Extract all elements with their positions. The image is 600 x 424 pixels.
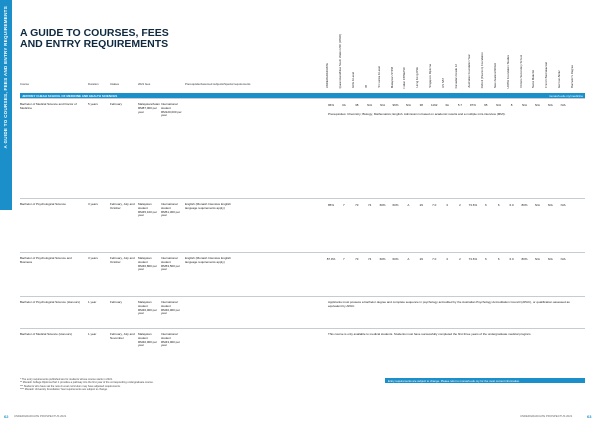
column-header-duration: Duration xyxy=(88,82,99,86)
score-cell: 6.0 xyxy=(509,203,514,207)
score-cell: 95 xyxy=(484,103,488,107)
footnote: **** Monash University Foundation Year requirements are subject to change. xyxy=(20,387,108,391)
course-intakes: February xyxy=(110,300,123,304)
score-cell: 80% xyxy=(521,203,528,207)
score-cell: A xyxy=(407,257,410,261)
score-cell: 1162 xyxy=(430,103,438,107)
score-cell: 3 xyxy=(446,203,448,207)
course-name: Bachelor of Psychological Science and Business xyxy=(20,256,72,264)
score-cell: 97% xyxy=(469,103,476,107)
score-column-header: New Zealand NCEA xyxy=(492,62,497,88)
score-cell: 60% xyxy=(379,203,386,207)
footnote: *** Students who have sat the new A Level curriculum may have adjusted requirements. xyxy=(20,384,121,388)
score-column-header: US SAT xyxy=(441,78,446,88)
score-column-header: GCE A Level xyxy=(350,72,355,88)
footnotes xyxy=(20,378,340,391)
score-column-header: Indian CBSE/ISC xyxy=(402,66,407,88)
course-duration: 1 year xyxy=(88,332,97,336)
footer-notice: Entry requirements are subject to change. Please refer to monash.edu.my for the most current information. xyxy=(388,378,520,383)
section-title: JEFFREY CHEAH SCHOOL OF MEDICINE AND HEALTH SCIENCES xyxy=(22,93,118,98)
score-cell: 7.0 xyxy=(432,203,437,207)
course-prereq: English (Monash Intensive English language requirements apply) xyxy=(185,202,231,210)
course-fees-local: Malaysian student RM46,800 per year xyxy=(138,256,158,272)
footer-notice-bar xyxy=(385,378,585,383)
course-duration: 3 years xyxy=(88,202,98,206)
score-column-header: Hong Kong DSE xyxy=(415,67,420,88)
score-column-header: UNSW Foundation Studies xyxy=(505,54,510,88)
page-number-left: 62 xyxy=(4,414,9,419)
score-cell: 5.7 xyxy=(457,103,463,107)
table-row xyxy=(20,98,585,198)
course-duration: 1 year xyxy=(88,300,97,304)
score-cell: 6 xyxy=(497,203,500,207)
page-number-right: 63 xyxy=(587,414,592,419)
score-column-header: UNDERGRADUATE xyxy=(325,62,329,88)
score-cell: N/A xyxy=(547,203,553,207)
score-column-header: Malaysian STPM xyxy=(389,66,394,88)
score-cell: N/A xyxy=(496,103,502,107)
course-notes: Applicants must possess a bachelor degree and complete sequence in psychology accredited by the Australian Psychology Accreditation Council (APAC), or qualification assessed as equivalent by APAC. xyxy=(328,300,570,308)
course-fees-local: Malaysian student RM45,100 per year xyxy=(138,202,158,218)
score-cell: 3A xyxy=(342,103,346,107)
score-column-header: IB xyxy=(363,85,368,88)
score-cell: 7 xyxy=(343,257,345,261)
score-cell: 6 xyxy=(484,257,487,261)
score-cell: 74 xyxy=(368,257,372,261)
score-cell: 96% xyxy=(327,103,334,107)
score-cell: 8 xyxy=(510,103,513,107)
course-duration: 5 years xyxy=(88,102,98,106)
score-cell: 73.6% xyxy=(468,257,478,261)
score-column-header: Canadian Grade 12 xyxy=(454,63,458,88)
score-cell: N/A xyxy=(547,103,553,107)
score-cell: N/A xyxy=(405,103,411,107)
column-header-intakes: Intakes xyxy=(110,82,120,86)
score-column-header: Australian Foundation Year xyxy=(466,54,471,88)
column-header-prereq: Prerequisite/Assumed subjects/Special requirements xyxy=(185,82,251,86)
score-cell: 73 xyxy=(355,203,359,207)
column-header-course: Course xyxy=(20,82,30,86)
course-notes: Prerequisites: Chemistry; Biology; Mathematics; English. Admission is based on academic results and a multiple mini-interview (MMI). xyxy=(328,112,506,116)
score-cell: 6 xyxy=(484,203,487,207)
footnote: * The entry requirements published are for students whose course starts in 2021. xyxy=(20,378,113,381)
score-cell: 6 xyxy=(497,257,500,261)
course-duration: 3 years xyxy=(88,256,98,260)
score-cell: 3 xyxy=(446,257,448,261)
course-fees-intl: International student RM53,500 per year xyxy=(161,256,181,272)
score-cell: 6.0 xyxy=(509,257,514,261)
side-tab xyxy=(0,0,12,210)
page-title: A GUIDE TO COURSES, FEES AND ENTRY REQUIREMENTS xyxy=(20,27,169,50)
score-column-header: Oxford (Pearson) Foundation xyxy=(479,51,484,88)
score-cell: 29 xyxy=(419,203,423,207)
table-row xyxy=(20,328,585,374)
score-cell: 60% xyxy=(379,257,386,261)
score-column-header: German Abitur xyxy=(557,69,562,88)
table-row xyxy=(20,252,585,296)
course-intakes: February, July and October xyxy=(110,256,135,264)
score-cell: 38 xyxy=(419,103,423,107)
score-cell: 85% xyxy=(327,203,334,207)
course-name: Bachelor of Psychological Science xyxy=(20,202,66,206)
footnote: ** Monash College Diploma Part 1 provides a pathway into the first year of the corresponding undergraduate course. xyxy=(20,381,154,385)
course-name: Bachelor of Psychological Science (Honours) xyxy=(20,300,81,304)
table-row xyxy=(20,198,585,252)
score-column-header: Queensland/New South Wales HSC (ATAR) xyxy=(337,33,342,88)
score-cell: N/A xyxy=(534,103,540,107)
score-column-header: French Baccalauréat xyxy=(544,62,549,88)
score-cell: N/A xyxy=(547,257,553,261)
score-cell: 3A xyxy=(445,103,449,107)
score-cell: N/A xyxy=(367,103,373,107)
score-cell: 96% xyxy=(392,103,399,107)
column-header-fees: 2021 fees xyxy=(138,82,151,86)
footer-title-left: UNDERGRADUATE PROSPECTUS 2021 xyxy=(14,414,67,418)
course-fees-intl: International student RM43,000 per year xyxy=(161,332,181,348)
score-cell: 74 xyxy=(368,203,372,207)
score-cell: 60% xyxy=(392,203,399,207)
course-intakes: February, July and October xyxy=(110,202,135,210)
course-intakes: February, July and November xyxy=(110,332,135,340)
score-cell: 60% xyxy=(392,257,399,261)
course-prereq: English (Monash Intensive English language requirements apply) xyxy=(185,256,231,264)
score-cell: 29 xyxy=(419,257,423,261)
score-cell: 2 xyxy=(459,257,461,261)
course-name: Bachelor of Medical Science and Doctor of Medicine xyxy=(20,102,77,110)
course-fees-local: Malaysian student RM46,000 per year xyxy=(138,300,158,316)
table-row xyxy=(20,296,585,328)
course-fees-intl: International student RM51,300 per year xyxy=(161,202,181,218)
score-cell: N/A xyxy=(521,103,527,107)
score-column-header: Singapore Diploma xyxy=(428,64,433,88)
score-cell: 73 xyxy=(355,257,359,261)
course-notes: This course is only available to medical students. Students must have successfully completed the first three years of the undergraduate medical program. xyxy=(328,332,532,336)
score-column-header: Bachelor's Degree xyxy=(570,65,575,88)
score-cell: N/A xyxy=(560,203,566,207)
course-name: Bachelor of Medical Science (Honours) xyxy=(20,332,73,336)
section-link[interactable]: monash.edu.my/medicine xyxy=(548,93,583,98)
score-column-header: Ontario Secondary School xyxy=(518,55,523,88)
course-intakes: February xyxy=(110,102,123,106)
score-cell: A xyxy=(407,203,410,207)
score-cell: N/A xyxy=(380,103,386,107)
course-fees-intl: International student RM120,000 per year xyxy=(161,102,182,118)
score-cell: 80% xyxy=(521,257,528,261)
score-cell: N/A xyxy=(560,257,566,261)
score-cell: 7.0 xyxy=(432,257,437,261)
score-column-header: Sri Lanka A Level xyxy=(376,66,381,88)
course-fees-local: Malaysian student RM40,000 per year xyxy=(138,332,158,348)
score-cell: 38 xyxy=(355,103,359,107)
score-cell: 73.6% xyxy=(468,203,478,207)
score-column-header: Swiss Maturité xyxy=(531,69,536,88)
score-cell: 2 xyxy=(459,203,461,207)
footer-title-right: UNDERGRADUATE PROSPECTUS 2021 xyxy=(520,414,573,418)
score-cell: 87.9% xyxy=(326,257,336,261)
course-fees-intl: International student RM46,000 per year xyxy=(161,300,181,316)
score-cell: N/A xyxy=(560,103,566,107)
course-fees-local: Malaysian/Asian RM87,000 per year xyxy=(138,102,160,114)
score-cell: 7 xyxy=(343,203,345,207)
side-tab-label: A GUIDE TO COURSES, FEES AND ENTRY REQUIREMENTS xyxy=(3,6,8,149)
score-cell: N/A xyxy=(534,203,540,207)
score-cell: N/A xyxy=(534,257,540,261)
